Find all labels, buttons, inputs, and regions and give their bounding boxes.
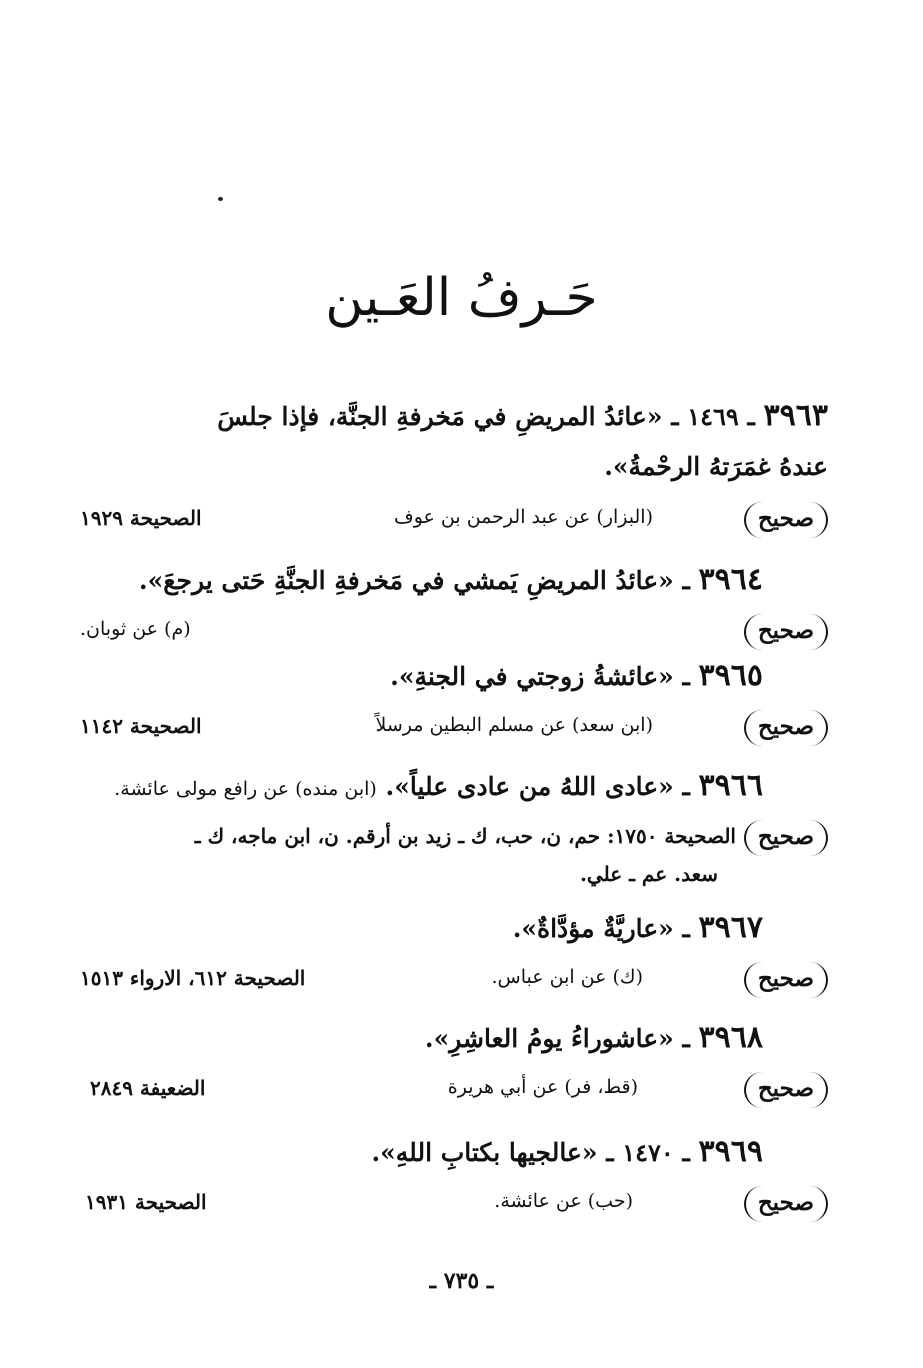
- hadith-sub-number: ١٤٦٩: [687, 402, 739, 431]
- reference-text: الصحيحة ١٩٢٩: [80, 506, 202, 530]
- hadith-text: «عائدُ المريضِ في مَخرفةِ الجنَّة، فإذا جلسَ: [217, 402, 663, 431]
- ink-speck: [218, 197, 223, 201]
- chapter-title: حَـرفُ العَـين: [325, 268, 598, 328]
- hadith-entry-3968: ٣٩٦٨ ـ «عاشوراءُ يومُ العاشِرِ».: [424, 1020, 763, 1055]
- hadith-entry-3964: ٣٩٦٤ ـ «عائدُ المريضِ يَمشي في مَخرفةِ الجنَّةِ حَتى يرجعَ».: [138, 562, 763, 597]
- grade-badge: صحيح: [744, 502, 828, 538]
- reference-text: الصحيحة ٦١٢، الارواء ١٥١٣: [80, 966, 306, 990]
- hadith-entry-3969: ٣٩٦٩ ـ ١٤٧٠ ـ «عالجيها بكتابِ اللهِ».: [371, 1134, 763, 1169]
- source-text: (ابن سعد) عن مسلم البطين مرسلاً: [375, 714, 653, 736]
- source-text: (حب) عن عائشة.: [494, 1190, 633, 1212]
- reference-text: الضعيفة ٢٨٤٩: [90, 1076, 206, 1100]
- grade-row-3963: [80, 502, 828, 542]
- reference-text: الصحيحة ١١٤٢: [80, 714, 202, 738]
- hadith-text: «عائدُ المريضِ يَمشي في مَخرفةِ الجنَّةِ حَتى يرجعَ».: [138, 566, 674, 595]
- grade-badge: صحيح: [744, 962, 828, 998]
- grade-row-3968: [80, 1072, 828, 1112]
- hadith-text: «عاشوراءُ يومُ العاشِرِ».: [424, 1024, 674, 1053]
- hadith-number: ٣٩٦٣: [763, 398, 828, 433]
- grade-row-3969: [80, 1186, 828, 1226]
- hadith-entry-3966: ٣٩٦٦ ـ «عادى اللهُ من عادى علياً». (ابن منده) عن رافع مولى عائشة.: [114, 768, 763, 803]
- hadith-number: ٣٩٦٨: [698, 1020, 763, 1055]
- hadith-number: ٣٩٦٩: [698, 1134, 763, 1169]
- grade-row-3964: [80, 614, 828, 654]
- grade-badge: صحيح: [744, 820, 828, 856]
- inline-source-text: (ابن منده) عن رافع مولى عائشة.: [114, 778, 377, 800]
- hadith-text: «عادى اللهُ من عادى علياً».: [385, 772, 674, 801]
- reference-text: الصحيحة ١٩٣١: [85, 1190, 207, 1214]
- grade-row-3966: [80, 820, 828, 860]
- reference-detail: الصحيحة ١٧٥٠: حم، ن، حب، ك ـ زيد بن أرقم. ن، ابن ماجه، ك ـ: [194, 824, 736, 848]
- source-text: (م) عن ثوبان.: [80, 618, 191, 640]
- hadith-text: «عالجيها بكتابِ اللهِ».: [371, 1138, 598, 1167]
- grade-badge: صحيح: [744, 710, 828, 746]
- page-number: ـ ٧٣٥ ـ: [429, 1268, 494, 1294]
- hadith-number: ٣٩٦٧: [698, 910, 763, 945]
- grade-badge: صحيح: [744, 614, 828, 650]
- hadith-text-continued: عندهُ غمَرَتهُ الرحْمةُ».: [604, 452, 828, 481]
- reference-detail-continued: سعد. عم ـ علي.: [579, 862, 718, 886]
- hadith-number: ٣٩٦٦: [698, 768, 763, 803]
- hadith-text: «عاريَّةٌ مؤدَّاةٌ».: [512, 914, 674, 943]
- hadith-sub-number: ١٤٧٠: [622, 1138, 674, 1167]
- grade-row-3965: [80, 710, 828, 750]
- hadith-entry-3967: ٣٩٦٧ ـ «عاريَّةٌ مؤدَّاةٌ».: [512, 910, 763, 945]
- grade-badge: صحيح: [744, 1072, 828, 1108]
- hadith-number: ٣٩٦٤: [698, 562, 763, 597]
- source-text: (قط، فر) عن أبي هريرة: [447, 1076, 638, 1098]
- hadith-number: ٣٩٦٥: [698, 658, 763, 693]
- grade-badge: صحيح: [744, 1186, 828, 1222]
- source-text: (ك) عن ابن عباس.: [491, 966, 643, 988]
- hadith-text: «عائشةُ زوجتي في الجنةِ».: [390, 662, 674, 691]
- grade-row-3967: [80, 962, 828, 1002]
- hadith-entry-3963-line2: [75, 452, 828, 481]
- hadith-entry-3963-line1: ٣٩٦٣ ـ ١٤٦٩ ـ «عائدُ المريضِ في مَخرفةِ الجنَّة، فإذا جلسَ: [217, 398, 828, 433]
- source-text: (البزار) عن عبد الرحمن بن عوف: [394, 506, 653, 528]
- hadith-entry-3965: ٣٩٦٥ ـ «عائشةُ زوجتي في الجنةِ».: [390, 658, 763, 693]
